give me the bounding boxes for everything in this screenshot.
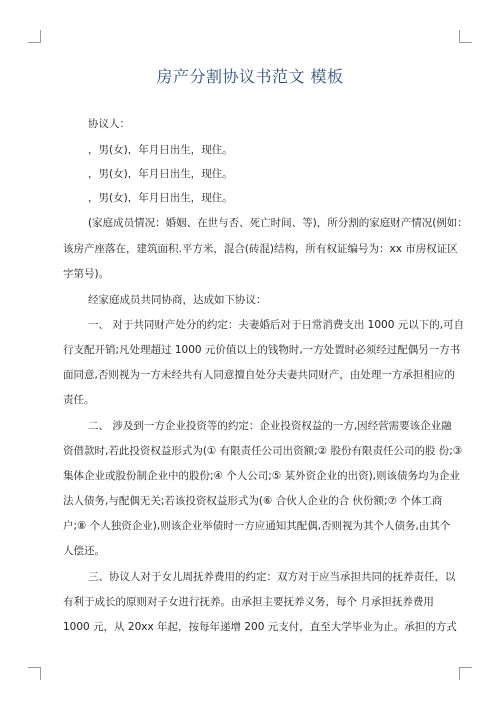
section-two-line: 二、 涉及到一方企业投资等的约定：企业投资权益的一方,因经营需要该企业融 (88, 420, 452, 432)
section-one-line: 一、 对于共同财产处分的约定：夫妻婚后对于日常消费支出 1000 元以下的,可自 (88, 319, 465, 331)
crop-mark-top-left (28, 30, 41, 43)
section-one-line: 责任。 (63, 394, 95, 406)
section-one-line: 行支配开销;凡处理超过 1000 元价值以上的钱物时,一方处置时必须经过配偶另一方书 (63, 344, 461, 356)
section-one-line: 面同意,否则视为一方未经共有人同意擅自处分夫妻共同财产，由处理一方承担相应的 (63, 369, 455, 381)
section-two-line: 户;⑧ 个人独资企业),则该企业举债时一方应通知其配偶,否则视为其个人债务,由其个 (63, 520, 451, 532)
document-title: 房产分割协议书范文 模板 (156, 67, 344, 86)
section-three-line: 1000 元，从 20xx 年起，按每年递增 200 元支付，直至大学毕业为止。承担的方式 (63, 621, 457, 633)
section-three-line: 有利于成长的原则对子女进行抚养。由承担主要抚养义务，每个 月承担抚养费用 (63, 596, 434, 608)
party-line-3: ，男(女)，年月日出生，现住。 (88, 192, 233, 204)
section-two-line: 集体企业或股份制企业中的股份;④ 个人公司;⑤ 某外资企业的出资),则该债务均为企业 (63, 470, 461, 482)
crop-mark-top-right (459, 30, 472, 43)
section-two-line: 法人债务,与配偶无关;若该投资权益形式为(⑥ 合伙人企业的合 伙份额;⑦ 个体工商 (63, 495, 443, 507)
paragraph-line: (家庭成员情况：婚姻、在世与否、死亡时间、等)，所分割的家庭财产情况(例如： (88, 217, 468, 229)
party-line-1: ，男(女)，年月日出生，现住。 (88, 144, 233, 156)
crop-mark-bottom-left (28, 667, 41, 680)
section-three-line: 三、协议人对于女儿周抚养费用的约定：双方对于应当承担共同的抚养责任，以 (88, 571, 456, 583)
paragraph-line: 该房产座落在，建筑面积.平方米，混合(砖混)结构，所有权证编号为：xx 市房权证区 (63, 243, 458, 255)
crop-mark-bottom-right (459, 667, 472, 680)
paragraph-line: 经家庭成员共同协商，达成如下协议： (88, 294, 267, 306)
party-line-2: ，男(女)，年月日出生，现住。 (88, 168, 233, 180)
section-two-line: 人偿还。 (63, 545, 105, 557)
section-two-line: 资借款时,若此投资权益形式为(① 有限责任公司出资额;② 股份有限责任公司的股 份;③ (63, 445, 463, 457)
paragraph-line: 字第号)。 (63, 268, 110, 280)
agreement-parties-label: 协议人： (88, 118, 130, 130)
